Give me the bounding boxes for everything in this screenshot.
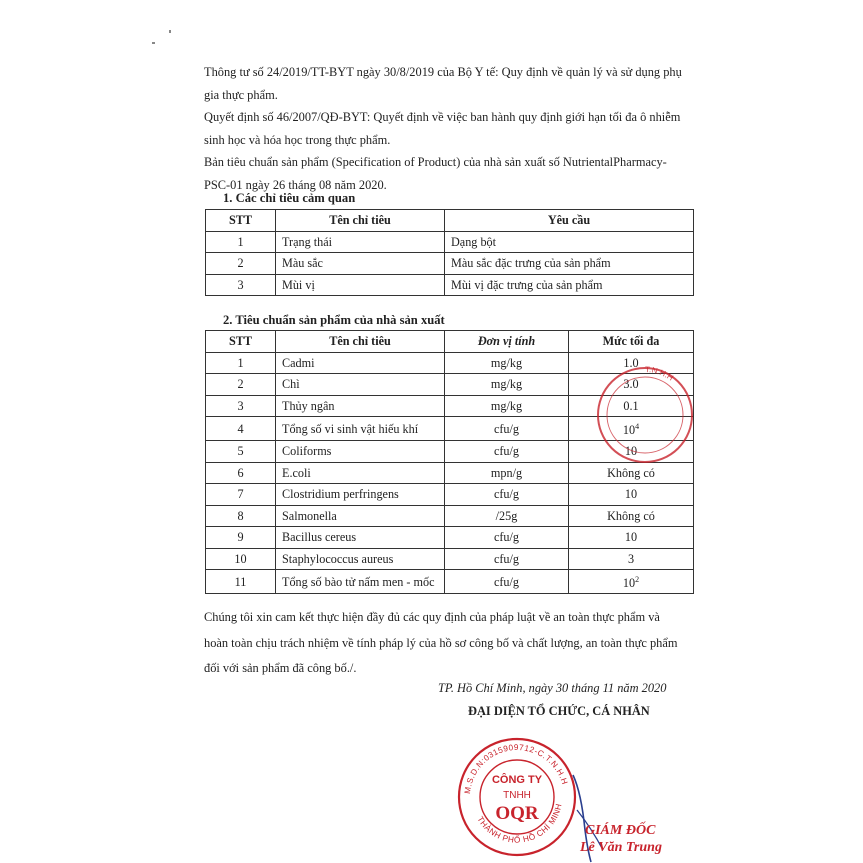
exponent: 2 — [635, 575, 640, 585]
cell-max-level-text: 3 — [627, 551, 635, 566]
cell-max-level-text: 10 — [622, 423, 636, 438]
cell-criterion: Màu sắc — [276, 253, 445, 275]
cell-stt-text: 10 — [234, 551, 247, 566]
cell-unit-text: cfu/g — [493, 421, 520, 436]
stamp-line-company: CÔNG TY — [491, 774, 543, 786]
column-header-stt: STT — [206, 210, 276, 232]
scan-dot — [152, 42, 155, 44]
cell-criterion: Trạng thái — [276, 231, 445, 253]
signer-title: GIÁM ĐỐC — [585, 823, 656, 838]
cell-max-level-text: 3.0 — [623, 377, 639, 392]
cell-unit-text: mg/kg — [490, 355, 523, 370]
cell-stt-text: 11 — [234, 574, 247, 589]
cell-unit-text: cfu/g — [493, 444, 520, 459]
representative-title: ĐẠI DIỆN TỔ CHỨC, CÁ NHÂN — [468, 704, 650, 718]
cell-criterion-text: E.coli — [282, 465, 311, 480]
cell-stt — [206, 505, 276, 527]
commitment-paragraph — [204, 605, 678, 682]
table-row — [206, 231, 694, 253]
column-header-criterion: Tên chỉ tiêu — [276, 331, 445, 353]
cell-criterion — [276, 462, 445, 484]
table-header-row — [206, 210, 694, 232]
cell-requirement: Mùi vị đặc trưng của sản phẩm — [445, 274, 694, 296]
table-row — [206, 527, 694, 549]
place-date: TP. Hồ Chí Minh, ngày 30 tháng 11 năm 2020 — [438, 681, 667, 695]
cell-criterion — [276, 441, 445, 463]
table-row — [206, 548, 694, 570]
cell-unit — [445, 505, 569, 527]
sensory-table — [205, 209, 694, 296]
cell-criterion-text: Salmonella — [282, 508, 337, 523]
commitment-line: Chúng tôi xin cam kết thực hiện đầy đủ các quy định của pháp luật về an toàn thực phẩm và — [204, 610, 660, 624]
cell-criterion-text: Tổng số vi sinh vật hiếu khí — [282, 421, 419, 436]
cell-max-level-text: 1.0 — [623, 355, 639, 370]
cell-stt-text: 2 — [237, 377, 244, 392]
exponent: 4 — [635, 422, 640, 431]
intro-line: Quyết định số 46/2007/QĐ-BYT: Quyết định về việc ban hành quy định giới hạn tối đa ô nhiễm — [204, 110, 681, 124]
cell-max-level-text: 10 — [622, 576, 636, 591]
cell-unit — [445, 352, 569, 374]
column-header-max-level: Mức tối đa — [569, 331, 694, 353]
cell-unit — [445, 484, 569, 506]
intro-line: gia thực phẩm. — [204, 87, 278, 102]
stamp-inner-ring — [607, 377, 683, 453]
cell-stt-text: 3 — [237, 398, 244, 413]
cell-stt-text: 4 — [237, 421, 244, 436]
table-row — [206, 253, 694, 275]
cell-criterion — [276, 374, 445, 396]
cell-unit — [445, 527, 569, 549]
cell-unit — [445, 374, 569, 396]
table-row — [206, 274, 694, 296]
column-header-criterion: Tên chỉ tiêu — [276, 210, 445, 232]
cell-criterion-text: Thủy ngân — [282, 398, 335, 413]
cell-max-level — [569, 548, 694, 570]
cell-stt — [206, 570, 276, 594]
cell-criterion-text: Tổng số bào tử nấm men - mốc — [282, 574, 435, 589]
stamp-line-tnhh: TNHH — [503, 790, 531, 801]
cell-criterion-text: Chì — [282, 377, 300, 392]
column-header-stt: STT — [206, 331, 276, 353]
cell-stt — [206, 484, 276, 506]
cell-unit-text: /25g — [495, 508, 518, 523]
partial-stamp — [590, 360, 700, 470]
cell-unit-text: cfu/g — [493, 530, 520, 545]
cell-unit-text: cfu/g — [493, 487, 520, 502]
table-row — [206, 570, 694, 594]
intro-line: sinh học và hóa học trong thực phẩm. — [204, 132, 391, 147]
stamp-top-text: M.S.D.N:0315909712-C.T.N.H.H — [463, 742, 570, 795]
cell-criterion: Mùi vị — [276, 274, 445, 296]
cell-stt — [206, 441, 276, 463]
cell-stt — [206, 527, 276, 549]
cell-stt — [206, 352, 276, 374]
intro-line: PSC-01 ngày 26 tháng 08 năm 2020. — [204, 177, 387, 192]
intro-paragraph — [204, 61, 682, 196]
cell-criterion — [276, 484, 445, 506]
cell-stt — [206, 548, 276, 570]
cell-max-level — [569, 505, 694, 527]
cell-stt — [206, 395, 276, 417]
section1-heading: 1. Các chỉ tiêu cảm quan — [223, 191, 356, 205]
cell-max-level — [569, 484, 694, 506]
cell-max-level — [569, 527, 694, 549]
cell-criterion — [276, 417, 445, 441]
cell-max-level-text: Không có — [607, 465, 655, 480]
cell-criterion — [276, 570, 445, 594]
table-row — [206, 484, 694, 506]
cell-criterion-text: Bacillus cereus — [282, 530, 357, 545]
cell-stt-text: 1 — [237, 355, 244, 370]
cell-unit — [445, 462, 569, 484]
cell-stt-text: 5 — [237, 444, 244, 459]
cell-criterion — [276, 548, 445, 570]
signer-name: Lê Văn Trung — [580, 840, 662, 855]
table-row — [206, 505, 694, 527]
section2-heading: 2. Tiêu chuẩn sản phẩm của nhà sản xuất — [223, 313, 445, 327]
cell-unit — [445, 395, 569, 417]
cell-max-level-text: 10 — [624, 530, 638, 545]
cell-unit-text: cfu/g — [493, 551, 520, 566]
cell-criterion — [276, 505, 445, 527]
column-header-requirement: Yêu cầu — [445, 210, 694, 232]
cell-requirement: Màu sắc đặc trưng của sản phẩm — [445, 253, 694, 275]
cell-stt: 2 — [206, 253, 276, 275]
cell-max-level-text: 10 — [624, 487, 638, 502]
cell-unit — [445, 570, 569, 594]
cell-stt-text: 8 — [237, 508, 244, 523]
stamp-bottom-text: THÀNH PHỐ HỒ CHÍ MINH — [475, 802, 564, 845]
cell-unit-text: mg/kg — [490, 377, 523, 392]
cell-unit — [445, 417, 569, 441]
stamp-ring-text: T.N.H.H — [644, 364, 675, 383]
cell-unit — [445, 441, 569, 463]
cell-criterion — [276, 527, 445, 549]
cell-criterion-text: Cadmi — [282, 355, 315, 370]
cell-criterion-text: Staphylococcus aureus — [282, 551, 394, 566]
cell-unit-text: mg/kg — [490, 398, 523, 413]
cell-unit — [445, 548, 569, 570]
cell-requirement: Dạng bột — [445, 231, 694, 253]
cell-criterion — [276, 352, 445, 374]
cell-max-level — [569, 570, 694, 594]
intro-line: Thông tư số 24/2019/TT-BYT ngày 30/8/2019 của Bộ Y tế: Quy định về quản lý và sử dụng phụ — [204, 65, 682, 79]
column-header-unit: Đơn vị tính — [445, 331, 569, 353]
cell-criterion — [276, 395, 445, 417]
cell-stt — [206, 374, 276, 396]
cell-stt-text: 6 — [237, 465, 244, 480]
stamp-line-name: OQR — [495, 803, 539, 824]
cell-stt: 3 — [206, 274, 276, 296]
table-header-row — [206, 331, 694, 353]
cell-stt-text: 9 — [237, 530, 244, 545]
intro-line: Bản tiêu chuẩn sản phẩm (Specification of Product) của nhà sản xuất số NutrientalPharmacy- — [204, 155, 667, 169]
cell-criterion-text: Clostridium perfringens — [282, 487, 399, 502]
cell-stt-text: 7 — [237, 487, 244, 502]
stamp-ring — [598, 368, 692, 462]
cell-stt — [206, 462, 276, 484]
cell-unit-text: mpn/g — [490, 465, 523, 480]
commitment-line: đối với sản phẩm đã công bố./. — [204, 661, 357, 675]
cell-criterion-text: Coliforms — [282, 444, 332, 459]
cell-max-level-text: 0.1 — [623, 398, 639, 413]
commitment-line: hoàn toàn chịu trách nhiệm về tính pháp lý của hồ sơ công bố và chất lượng, an toàn thực phẩm — [204, 635, 678, 650]
cell-unit-text: cfu/g — [493, 574, 520, 589]
cell-stt — [206, 417, 276, 441]
cell-max-level-text: 10 — [624, 444, 638, 459]
cell-max-level-text: Không có — [607, 508, 655, 523]
cell-stt: 1 — [206, 231, 276, 253]
scan-dot — [169, 30, 171, 33]
